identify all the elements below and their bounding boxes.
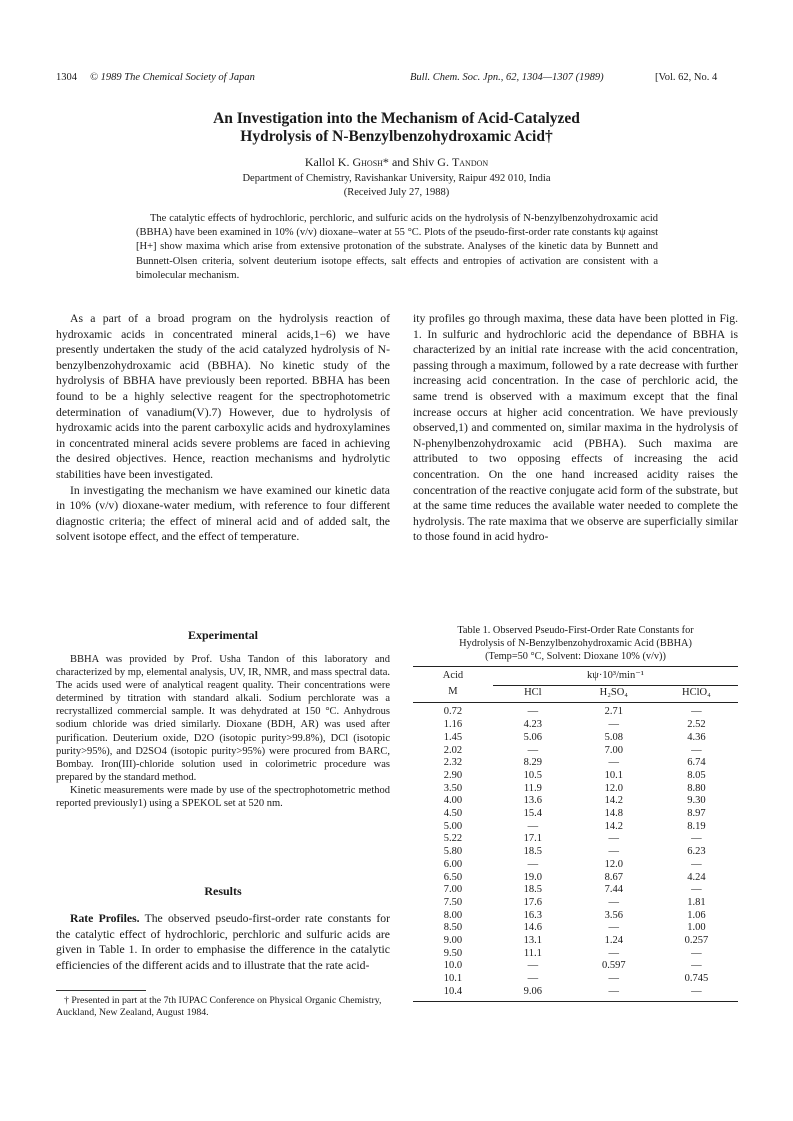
table-cell-h2so4: 5.08 — [604, 731, 623, 743]
table-row — [413, 745, 738, 758]
table-cell-hclo4: — — [691, 744, 702, 756]
table-cell-h2so4: 0.597 — [601, 960, 626, 972]
table-header-m: M — [413, 685, 493, 703]
running-header — [56, 72, 738, 88]
table-header-acid: Acid — [413, 667, 493, 686]
experimental-section — [56, 653, 390, 810]
table-row — [413, 859, 738, 872]
table-cell-hcl: 17.6 — [523, 896, 543, 908]
table-cell-m: 10.0 — [443, 960, 463, 972]
table-cell-m: 7.00 — [443, 884, 463, 896]
table-cell-hclo4: — — [691, 706, 702, 718]
table-cell-hcl: — — [527, 858, 539, 870]
footnote: † Presented in part at the 7th IUPAC Conference on Physical Organic Chemistry, Auckland, New Zealand, August 1984. — [56, 995, 382, 1019]
table-cell-hclo4: 1.06 — [687, 909, 706, 921]
table-header-h2so4: H₂SO₄ — [573, 685, 655, 703]
table-cell-m: 4.00 — [443, 795, 463, 807]
right-column-paragraph: ity profiles go through maxima, these data have been plotted in Fig. 1. In sulfuric and hydrochloric acid the dependance of BBHA is characterized by an initial rate increase with the acid concentration, passing through a maximum, followed by a rate decrease with further increasing acid concentration. In the case of perchloric acid, the same trend is observed with a maximum except that the final increase occurs at higher acid concentration. We have previously observed,1) and commented on, similar maxima in the hydrolysis of N-phenylbenzohydroxamic acid (PBHA). Such maxima are attributed to two opposing effects of increasing the acid concentration. On the one hand increased acidity raises the concentration of the reactive conjugate acid form of the substrate, but at the same time reduces the available water needed to complete the hydrolysis. The rate maxima that we observe are superficially similar to those found in acid hydro- — [413, 312, 738, 544]
table-row — [413, 884, 738, 897]
table-cell-h2so4: 3.56 — [604, 909, 623, 921]
table-header-hclo4: HClO₄ — [655, 685, 738, 703]
table-cell-hcl: 5.06 — [523, 731, 543, 743]
table-row — [413, 795, 738, 808]
table-row — [413, 703, 738, 719]
table-cell-hclo4: 8.97 — [687, 808, 706, 820]
table-cell-m: 5.80 — [443, 846, 463, 858]
table-cell-m: 5.00 — [443, 820, 463, 832]
table-cell-m: 10.1 — [443, 973, 463, 985]
table-row — [413, 732, 738, 745]
table-row — [413, 935, 738, 948]
table-cell-hclo4: 8.19 — [687, 820, 706, 832]
table-cell-m: 4.50 — [443, 808, 463, 820]
table-cell-hcl: — — [527, 960, 539, 972]
table-cell-h2so4: — — [608, 719, 620, 731]
table-cell-m: 5.22 — [443, 833, 463, 845]
table-cell-hclo4: 6.74 — [687, 757, 706, 769]
table-cell-m: 6.50 — [443, 871, 463, 883]
table-row — [413, 973, 738, 986]
page-number: 1304 — [56, 72, 77, 83]
table-cell-hclo4: 1.00 — [687, 922, 706, 934]
table-cell-h2so4: — — [608, 757, 620, 769]
experimental-heading: Experimental — [188, 628, 258, 642]
table-row — [413, 808, 738, 821]
table-caption-line-2: Hydrolysis of N-Benzylbenzohydroxamic Acid (BBHA) — [459, 637, 692, 649]
table-cell-hclo4: 8.80 — [687, 782, 706, 794]
journal-citation: Bull. Chem. Soc. Jpn., 62, 1304—1307 (1989) — [410, 72, 604, 83]
table-cell-hclo4: 1.81 — [687, 896, 706, 908]
table-row — [413, 833, 738, 846]
table-cell-hcl: 14.6 — [523, 922, 543, 934]
footnote-rule — [56, 990, 146, 991]
table-cell-hcl: 18.5 — [523, 884, 543, 896]
table-row — [413, 986, 738, 1001]
table-cell-h2so4: — — [608, 833, 620, 845]
table-cell-h2so4: 7.00 — [604, 744, 623, 756]
table-cell-hcl: — — [527, 744, 539, 756]
table-row — [413, 910, 738, 923]
table-cell-m: 2.02 — [443, 744, 463, 756]
results-runin-heading: Rate Profiles. — [70, 912, 140, 925]
table-cell-h2so4: 14.8 — [604, 808, 623, 820]
table-cell-h2so4: — — [608, 973, 620, 985]
table-cell-hcl: 8.29 — [523, 757, 543, 769]
table-cell-hcl: — — [527, 706, 539, 718]
rate-constants-table — [413, 666, 738, 1002]
author-2-last: Tandon — [451, 155, 489, 169]
results-text: The observed pseudo-first-order rate constants for the catalytic effect of hydrochloric, perchloric and sulfuric acids are given in Table 1. In order to emphasise the difference in the catalytic efficiencies of the different acids and to illustrate that the rate acid- — [56, 912, 390, 972]
table-cell-m: 1.16 — [443, 719, 463, 731]
table-cell-h2so4: — — [608, 947, 620, 959]
table-cell-hclo4: — — [691, 884, 702, 896]
table-cell-hcl: 13.6 — [523, 795, 543, 807]
table-cell-h2so4: 7.44 — [604, 884, 623, 896]
table-cell-hcl: 17.1 — [523, 833, 543, 845]
experimental-paragraph-2: Kinetic measurements were made by use of the spectrophotometric method reported previously1) using a SPEKOL set at 520 nm. — [56, 784, 390, 810]
results-heading: Results — [204, 884, 242, 898]
table-header-k: kψ·10³/min⁻¹ — [493, 667, 738, 686]
right-column-text — [413, 311, 738, 545]
table-cell-h2so4: 1.24 — [604, 935, 623, 947]
table-cell-hclo4: 4.36 — [687, 731, 706, 743]
author-connector: and — [391, 155, 410, 169]
table-cell-m: 8.50 — [443, 922, 463, 934]
table-row — [413, 783, 738, 796]
table-cell-h2so4: 8.67 — [604, 871, 623, 883]
paper-title-line-1: An Investigation into the Mechanism of Acid-Catalyzed — [213, 110, 580, 127]
author-1-last: Ghosh* — [352, 155, 389, 169]
table-cell-h2so4: 12.0 — [604, 858, 623, 870]
copyright-notice: © 1989 The Chemical Society of Japan — [90, 72, 255, 83]
paper-title-line-2: Hydrolysis of N-Benzylbenzohydroxamic Acid† — [240, 128, 553, 145]
affiliation: Department of Chemistry, Ravishankar University, Raipur 492 010, India — [242, 173, 551, 184]
received-date: (Received July 27, 1988) — [343, 187, 450, 198]
table-cell-hclo4: 9.30 — [687, 795, 706, 807]
table-cell-m: 7.50 — [443, 896, 463, 908]
table-header-hcl: HCl — [493, 685, 573, 703]
table-cell-hclo4: — — [691, 833, 702, 845]
table-cell-hcl: 16.3 — [523, 909, 543, 921]
table-cell-h2so4: — — [608, 922, 620, 934]
table-row — [413, 719, 738, 732]
table-cell-h2so4: — — [608, 896, 620, 908]
table-cell-h2so4: — — [573, 986, 655, 1001]
table-cell-hclo4: 2.52 — [687, 719, 706, 731]
table-cell-m: 9.50 — [443, 947, 463, 959]
table-cell-hclo4: 0.257 — [684, 935, 709, 947]
table-cell-hclo4: 4.24 — [687, 871, 706, 883]
table-caption — [413, 625, 738, 663]
table-cell-m: 9.00 — [443, 935, 463, 947]
table-row — [413, 922, 738, 935]
table-cell-hcl: 11.9 — [523, 782, 542, 794]
table-cell-h2so4: 12.0 — [604, 782, 623, 794]
table-cell-hcl: 4.23 — [523, 719, 543, 731]
table-row — [413, 770, 738, 783]
table-body — [413, 703, 738, 1001]
table-row — [413, 872, 738, 885]
table-caption-line-3: (Temp=50 °C, Solvent: Dioxane 10% (v/v)) — [485, 650, 666, 662]
table-cell-h2so4: 10.1 — [604, 769, 623, 781]
introduction — [56, 311, 390, 545]
table-cell-hcl: — — [527, 820, 539, 832]
intro-paragraph-2: In investigating the mechanism we have examined our kinetic data in 10% (v/v) dioxane-water medium, with reference to four different diagnostic criteria; the effect of mineral acid and of added salt, the solvent isotope effect, and the effect of temperature. — [56, 483, 390, 544]
table-cell-m: 2.32 — [443, 757, 463, 769]
table-cell-hcl: 11.1 — [523, 947, 542, 959]
table-cell-h2so4: 14.2 — [604, 795, 623, 807]
author-1-first: Kallol K. — [304, 155, 350, 169]
intro-paragraph-1: As a part of a broad program on the hydrolysis reaction of hydroxamic acids in concentrated mineral acids,1−6) we have presently undertaken the study of the acid catalyzed hydrolysis of N-benzylbenzohydroxamic acid (BBHA). No kinetic study of the hydrolysis of BBHA have previously been reported. BBHA has been found to be a highly selective reagent for the spectrophotometric determination of vanadium(V).7) However, due to hydrolysis of hydroxamic acids into the parent carboxylic acids and hydroxylamines in concentrated mineral acids severe problems are faced in achieving the desired objectives. Hence, reaction mechanisms and hydrolytic stabilities have been investigated. — [56, 312, 390, 481]
table-cell-hclo4: 8.05 — [687, 769, 706, 781]
table-cell-hclo4: 0.745 — [684, 973, 709, 985]
author-2-first: Shiv G. — [412, 155, 449, 169]
table-caption-line-1: Table 1. Observed Pseudo-First-Order Rate Constants for — [457, 625, 694, 636]
table-cell-h2so4: 2.71 — [604, 706, 623, 718]
volume-info: [Vol. 62, No. 4 — [655, 72, 718, 83]
author-list — [100, 155, 693, 170]
abstract: The catalytic effects of hydrochloric, perchloric, and sulfuric acids on the hydrolysis of N-benzylbenzohydroxamic acid (BBHA) have been examined in 10% (v/v) dioxane–water at 55 °C. Plots of the pseudo-first-order rate constants kψ against [H+] show maxima which arise from extensive protonation of the substrate. Analyses of the kinetic data by Bunnett and Bunnett-Olsen criteria, solvent deuterium isotope effects, salt effects and entropies of activation are consistent with a bimolecular mechanism. — [136, 213, 658, 281]
table-cell-m: 10.4 — [413, 986, 493, 1001]
table-cell-m: 6.00 — [443, 858, 463, 870]
table-cell-m: 0.72 — [443, 706, 463, 718]
table-cell-hclo4: — — [655, 986, 738, 1001]
table-cell-hcl: 19.0 — [523, 871, 543, 883]
table-cell-h2so4: — — [608, 846, 620, 858]
table-cell-hcl: 15.4 — [523, 808, 543, 820]
table-cell-hcl: — — [527, 973, 539, 985]
table-row — [413, 897, 738, 910]
table-row — [413, 948, 738, 961]
table-cell-hcl: 10.5 — [523, 769, 543, 781]
table-cell-hclo4: — — [691, 858, 702, 870]
table-cell-m: 1.45 — [443, 731, 463, 743]
results-paragraph — [56, 911, 390, 973]
table-cell-m: 8.00 — [443, 909, 463, 921]
table-row — [413, 821, 738, 834]
table-cell-m: 3.50 — [443, 782, 463, 794]
experimental-paragraph-1: BBHA was provided by Prof. Usha Tandon of this laboratory and characterized by mp, elemental analysis, UV, IR, NMR, and mass spectral data. The acids used were of analytical reagent quality. Their concentrations were determined by titration with standard alkali. Sodium perchlorate was a recrystallized commercial sample. It was dehydrated at 150 °C. Anhydrous sodium chloride was dried similarly. Dioxane (BDH, AR) was used after purification. Deuterium oxide, D2O (isotopic purity>99.8%), DCl (isotopic purity>95%), and D2SO4 (isotopic purity>95%) were procured from BARC, Bombay. Iron(III)-chloride solution used in colorimetric procedure was prepared by the standard method. — [56, 654, 390, 783]
table-cell-hcl: 13.1 — [523, 935, 543, 947]
table-row — [413, 757, 738, 770]
table-row — [413, 846, 738, 859]
table-cell-h2so4: 14.2 — [604, 820, 623, 832]
table-cell-hclo4: — — [691, 947, 702, 959]
table-row — [413, 960, 738, 973]
table-cell-hcl: 18.5 — [523, 846, 543, 858]
table-cell-m: 2.90 — [443, 769, 463, 781]
table-cell-hclo4: 6.23 — [687, 846, 706, 858]
table-cell-hclo4: — — [691, 960, 702, 972]
table-cell-hcl: 9.06 — [493, 986, 573, 1001]
